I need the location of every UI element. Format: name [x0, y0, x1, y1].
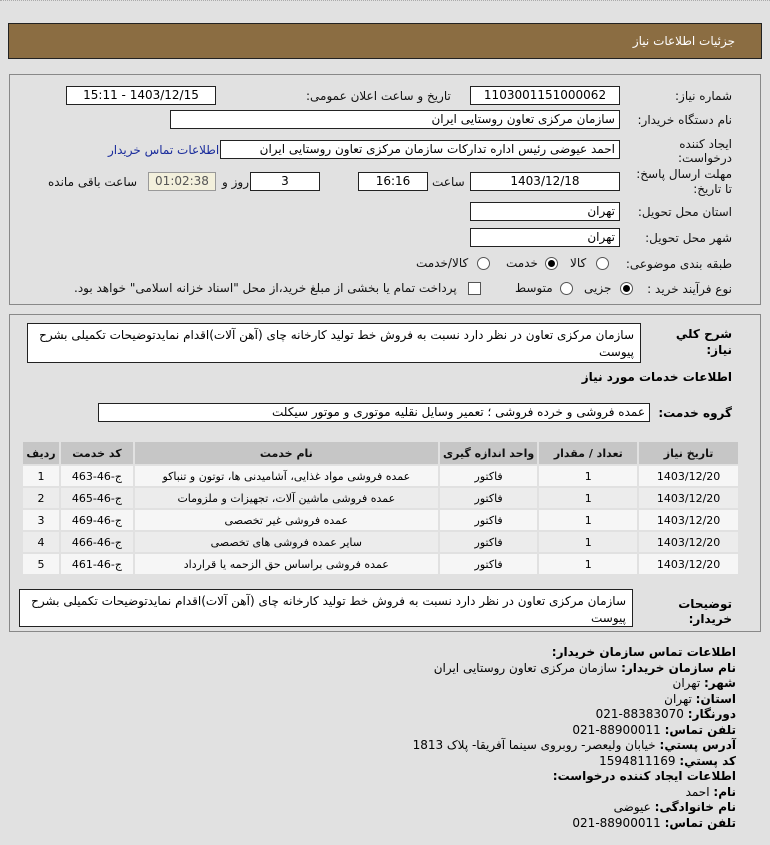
deadline-label-1: مهلت ارسال پاسخ:	[636, 167, 732, 181]
table-row[interactable]	[22, 553, 739, 575]
treasury-payment-label: پرداخت تمام یا بخشی از مبلغ خرید،از محل "اسناد خزانه اسلامی" خواهد بود.	[74, 281, 457, 295]
province-contact-label: استان:	[695, 691, 736, 706]
deadline-time-label: ساعت	[432, 175, 465, 189]
cell-quantity: 1	[538, 465, 638, 487]
cell-need-date: 1403/12/20	[638, 509, 739, 531]
cell-service-name: عمده فروشی غیر تخصصی	[134, 509, 439, 531]
cell-service-name: عمده فروشی مواد غذایی، آشامیدنی ها، توتون و تنباکو	[134, 465, 439, 487]
process-minor-label: جزیی	[584, 281, 612, 295]
cell-quantity: 1	[538, 509, 638, 531]
cell-service-code: ج-46-461	[60, 553, 134, 575]
cell-service-name: عمده فروشی ماشین آلات، تجهیزات و ملزومات	[134, 487, 439, 509]
fax-value: 88383070-021	[595, 707, 684, 721]
province-label: استان محل تحویل:	[637, 205, 732, 219]
buyer-contact-section	[413, 645, 736, 831]
city-contact-label: شهر:	[704, 676, 736, 690]
process-medium-radio[interactable]	[560, 282, 573, 295]
cell-need-date: 1403/12/20	[638, 531, 739, 553]
deadline-label-2: تا تاریخ:	[693, 182, 732, 196]
cell-need-date: 1403/12/20	[638, 487, 739, 509]
address-label: آدرس پستي:	[659, 738, 736, 752]
services-table-header	[22, 441, 739, 465]
phone-value: 88900011-021	[572, 722, 661, 737]
cell-service-code: ج-46-463	[60, 465, 134, 487]
category-label: طبقه بندی موضوعی:	[625, 257, 732, 271]
treasury-payment-checkbox[interactable]	[468, 282, 481, 295]
table-row[interactable]	[22, 487, 739, 509]
process-medium-label: متوسط	[515, 281, 553, 295]
cell-service-code: ج-46-466	[60, 531, 134, 553]
cell-need-date: 1403/12/20	[638, 553, 739, 575]
col-service-name: نام خدمت	[134, 441, 439, 465]
page-title-bar	[8, 23, 762, 59]
category-goods-radio[interactable]	[596, 257, 609, 270]
fax-label: دورنگار:	[687, 707, 736, 721]
cell-service-code: ج-46-469	[60, 509, 134, 531]
summary-text-box: سازمان مرکزی تعاون در نظر دارد نسبت به فروش خط تولید کارخانه چای (آهن آلات)اقدام نمایدتوضیحات تکمیلی بشرح پیوست	[27, 323, 641, 363]
announce-date-field[interactable]: 1403/12/15 - 15:11	[66, 86, 216, 105]
org-label: نام سازمان خریدار:	[621, 660, 736, 675]
province-field[interactable]: تهران	[470, 202, 620, 221]
col-row-number: ردیف	[22, 441, 60, 465]
last-name-value: عیوضی	[613, 800, 651, 814]
top-divider	[0, 0, 770, 3]
city-label: شهر محل تحویل:	[645, 231, 732, 245]
table-row[interactable]	[22, 531, 739, 553]
col-need-date: تاریخ نیاز	[638, 441, 739, 465]
postal-code-label: کد پستي:	[679, 753, 736, 768]
col-service-code: کد خدمت	[60, 441, 134, 465]
cell-service-code: ج-46-465	[60, 487, 134, 509]
cell-row-number: 2	[22, 487, 60, 509]
cell-row-number: 1	[22, 465, 60, 487]
summary-label-1: شرح کلي	[675, 327, 732, 341]
remaining-time-field: 01:02:38	[148, 172, 216, 191]
cell-row-number: 5	[22, 553, 60, 575]
first-name-value: احمد	[685, 784, 710, 799]
creator-label-2: درخواست:	[678, 151, 732, 165]
table-row[interactable]	[22, 465, 739, 487]
services-table	[21, 440, 740, 576]
creator-label-1: ایجاد کننده	[679, 137, 732, 151]
creator-heading: اطلاعات ایجاد کننده درخواست:	[552, 769, 736, 783]
buyer-notes-label-2: خریدار:	[688, 612, 732, 626]
cell-need-date: 1403/12/20	[638, 465, 739, 487]
table-row[interactable]	[22, 509, 739, 531]
buyer-contact-link[interactable]: اطلاعات تماس خریدار	[108, 143, 220, 157]
cell-row-number: 3	[22, 509, 60, 531]
buyer-name-label: نام دستگاه خریدار:	[637, 113, 732, 127]
cell-quantity: 1	[538, 487, 638, 509]
category-goods-service-radio[interactable]	[477, 257, 490, 270]
remaining-time-label: ساعت باقی مانده	[48, 175, 138, 189]
creator-phone-label: تلفن تماس:	[664, 815, 736, 830]
need-number-label: شماره نیاز:	[675, 89, 732, 103]
category-goods-label: کالا	[570, 256, 587, 270]
first-name-label: نام:	[713, 784, 736, 799]
buyer-notes-box: سازمان مرکزی تعاون در نظر دارد نسبت به فروش خط تولید کارخانه چای (آهن آلات)اقدام نمایدتوضیحات تکمیلی بشرح پیوست	[19, 589, 633, 627]
announce-date-label: تاریخ و ساعت اعلان عمومی:	[306, 89, 451, 103]
org-value: سازمان مرکزی تعاون روستایی ایران	[433, 660, 618, 675]
buyer-name-field[interactable]: سازمان مرکزی تعاون روستایی ایران	[170, 110, 620, 129]
need-number-field[interactable]: 1103001151000062	[470, 86, 620, 105]
category-service-radio[interactable]	[545, 257, 558, 270]
cell-service-name: سایر عمده فروشی های تخصصی	[134, 531, 439, 553]
creator-field[interactable]: احمد عیوضی رئیس اداره تدارکات سازمان مرکزی تعاون روستایی ایران	[220, 140, 620, 159]
deadline-time-field[interactable]: 16:16	[358, 172, 428, 191]
creator-phone-value: 88900011-021	[572, 815, 661, 830]
cell-quantity: 1	[538, 553, 638, 575]
cell-unit: فاکتور	[439, 487, 539, 509]
services-heading: اطلاعات خدمات مورد نیاز	[581, 370, 732, 384]
deadline-date-field[interactable]: 1403/12/18	[470, 172, 620, 191]
col-unit: واحد اندازه گیری	[439, 441, 539, 465]
address-value: خیابان ولیعصر- روبروی سینما آفریقا- پلاک 1813	[412, 738, 656, 752]
days-label: روز و	[222, 175, 249, 189]
remaining-days-field[interactable]: 3	[250, 172, 320, 191]
cell-row-number: 4	[22, 531, 60, 553]
cell-unit: فاکتور	[439, 531, 539, 553]
page-title: جزئیات اطلاعات نیاز	[632, 34, 735, 48]
category-service-label: خدمت	[506, 256, 538, 270]
summary-label-2: نياز:	[706, 343, 732, 357]
service-group-field[interactable]: عمده فروشی و خرده فروشی ؛ تعمیر وسایل نقلیه موتوری و موتور سیکلت	[98, 403, 650, 422]
cell-unit: فاکتور	[439, 553, 539, 575]
city-field[interactable]: تهران	[470, 228, 620, 247]
buyer-notes-label-1: توضیحات	[678, 597, 732, 611]
city-contact-value: تهران	[672, 676, 701, 690]
process-minor-radio[interactable]	[620, 282, 633, 295]
cell-unit: فاکتور	[439, 509, 539, 531]
last-name-label: نام خانوادگی:	[654, 800, 736, 814]
cell-quantity: 1	[538, 531, 638, 553]
province-contact-value: تهران	[664, 691, 692, 706]
phone-label: تلفن تماس:	[664, 722, 736, 737]
col-quantity: تعداد / مقدار	[538, 441, 638, 465]
cell-service-name: عمده فروشی براساس حق الزحمه یا قرارداد	[134, 553, 439, 575]
process-label: نوع فرآیند خرید :	[647, 282, 732, 296]
category-goods-service-label: کالا/خدمت	[416, 256, 469, 270]
service-group-label: گروه خدمت:	[658, 406, 732, 420]
cell-unit: فاکتور	[439, 465, 539, 487]
postal-code-value: 1594811169	[599, 753, 676, 768]
contact-heading: اطلاعات تماس سازمان خریدار:	[551, 645, 736, 659]
